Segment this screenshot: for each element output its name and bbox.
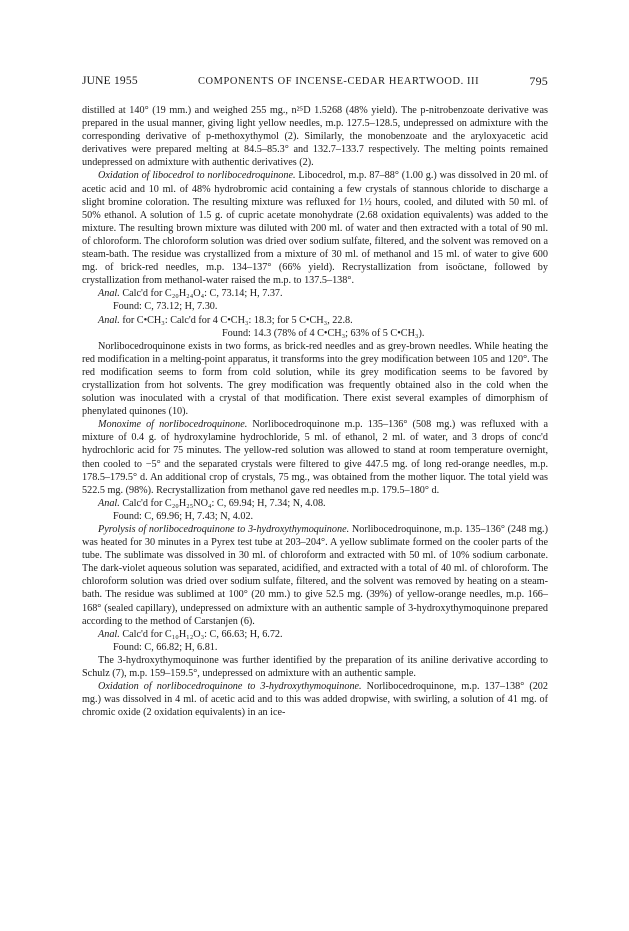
analysis-line (82, 287, 548, 300)
anal-text: Calc'd for C₁₀H₁₂O₃: C, 66.63; H, 6.72. (119, 628, 283, 640)
paragraph-nitrobenzoate: distilled at 140° (19 mm.) and weighed 255 mg., n²⁵D 1.5268 (48% yield). The p-nitrobenzoate derivative was prepared in the usual manner, giving light yellow needles, m.p. 127.5–128.5, undepressed on admixture with the corresponding derivative of p-methoxythymol (2). Similarly, the monobenzoate and the aryloxyacetic acid derivatives were prepared melting at 84.5–85.3° and 132.7–133.7 respectively. The melting points remained undepressed on admixture with authentic derivatives (2). (82, 105, 548, 169)
anal-label: Anal. (98, 497, 120, 509)
paragraph-aniline-derivative: The 3-hydroxythymoquinone was further identified by the preparation of its aniline derivative according to Schulz (7), m.p. 159–159.5°, undepressed on admixture with an authentic sample. (82, 654, 548, 680)
found-line: Found: C, 66.82; H, 6.81. (113, 641, 218, 653)
header-date: JUNE 1955 (82, 75, 138, 87)
paragraph-pyrolysis (82, 523, 548, 628)
anal-text: Calc'd for C₂₀H₂₄O₄: C, 73.14; H, 7.37. (119, 288, 283, 300)
anal-label: Anal. (98, 628, 120, 640)
paragraph-text: Libocedrol, m.p. 87–88° (1.00 g.) was dissolved in 20 ml. of acetic acid and 10 ml. of 48% hydrobromic acid containing a few crystals of stannous chloride to discharge a slight bromine coloration. The resulting mixture was refluxed for 1½ hours, cooled, and diluted with 50 ml. of 50% ethanol. A solution of 1.5 g. of cupric acetate monohydrate (2.68 oxidation equivalents) was added to the mixture. The resulting brown mixture was diluted with 200 ml. of water and then extracted with a total of 90 ml. of chloroform. The chloroform solution was dried over sodium sulfate, filtered, and the solvent was removed on a steam-bath. The residue was crystallized from a mixture of 30 ml. of methanol and 15 ml. of water to give 600 mg. of brick-red needles, m.p. 134–137° (66% yield). Recrystallization from isoöctane, followed by crystallization from methanol-water raised the m.p. to 137.5–138°. (82, 170, 548, 287)
section-title: Oxidation of libocedrol to norlibocedroquinone. (98, 170, 296, 182)
anal-label: Anal. (98, 314, 120, 326)
article-body (82, 104, 548, 719)
page-number: 795 (529, 74, 548, 88)
section-title: Pyrolysis of norlibocedroquinone to 3-hydroxythymoquinone. (98, 524, 350, 535)
anal-label: Anal. (98, 288, 120, 300)
found-line: Found: C, 73.12; H, 7.30. (113, 301, 218, 313)
header-title: COMPONENTS OF INCENSE-CEDAR HEARTWOOD. III (198, 76, 480, 87)
paragraph-oxidation-norlibocedroquinone (82, 680, 548, 719)
paragraph-monoxime (82, 418, 548, 497)
analysis-line (82, 497, 548, 510)
paragraph-oxidation-libocedrol (82, 169, 548, 287)
paragraph-text: Norlibocedroquinone, m.p. 137–138° (202 mg.) was dissolved in 4 ml. of acetic acid and to this was added dropwise, with swirling, a solution of 41 mg. of chromic oxide (2 oxidation equivalents) in an ice- (82, 681, 548, 719)
analysis-line (82, 314, 548, 327)
paragraph-dimorphism: Norlibocedroquinone exists in two forms, as brick-red needles and as grey-brown needles. While heating the red modification in a melting-point apparatus, it transforms into the grey modification between 105 and 120°. The red modification seems to form from cold solution, while its grey modification seems to be favored by crystallization from hot solvents. The grey modification was frequently obtained also in the cold when the solution was inoculated with a crystal of that modification. There exist several examples of dimorphism of phenylated quinones (10). (82, 340, 548, 418)
found-line: Found: 14.3 (78% of 4 C•CH₃; 63% of 5 C•CH₃). (222, 327, 425, 339)
running-header (82, 75, 548, 91)
paragraph-text: Norlibocedroquinone, m.p. 135–136° (248 mg.) was heated for 30 minutes in a Pyrex test tube at 203–204°. A yellow sublimate formed on the cooler parts of the tube. The sublimate was dissolved in 30 ml. of chloroform and extracted with 50 ml. of 10% sodium carbonate. The dark-violet aqueous solution was separated, acidified, and extracted with a total of 40 ml. of chloroform. The chloroform solution was dried over sodium sulfate, filtered, and the solvent was removed by heating on a steam-bath. The residue was sublimed at 100° (20 mm.) to give 52.5 mg. (39%) of yellow-orange needles, m.p. 166–168° (sealed capillary), undepressed on admixture with an authentic sample of 3-hydroxythymoquinone prepared according to the method of Carstanjen (6). (82, 524, 548, 627)
anal-text: for C•CH₃: Calc'd for 4 C•CH₃: 18.3; for 5 C•CH₃, 22.8. (119, 314, 353, 326)
paragraph-text: Norlibocedroquinone m.p. 135–136° (508 mg.) was refluxed with a mixture of 0.4 g. of hydroxylamine hydrochloride, 5 ml. of ethanol, 2 ml. of water, and 3 drops of conc'd hydrochloric acid for 75 minutes. The yellow-red solution was allowed to stand at room temperature overnight, then cooled to −5° and the separated crystals were filtered to give 447.5 mg. of long red-orange needles, m.p. 178.5–179.5° d. An additional crop of crystals, 75 mg., was obtained from the mother liquor. The total yield was 522.5 mg. (98%). Recrystallization from methanol gave red needles m.p. 179.5–180° d. (82, 419, 548, 496)
found-line: Found: C, 69.96; H, 7.43; N, 4.02. (113, 510, 254, 522)
section-title: Oxidation of norlibocedroquinone to 3-hydroxythymoquinone. (98, 681, 362, 693)
analysis-line (82, 628, 548, 641)
anal-text: Calc'd for C₂₀H₂₅NO₄: C, 69.94; H, 7.34; N, 4.08. (119, 497, 326, 509)
section-title: Monoxime of norlibocedroquinone. (98, 419, 248, 431)
